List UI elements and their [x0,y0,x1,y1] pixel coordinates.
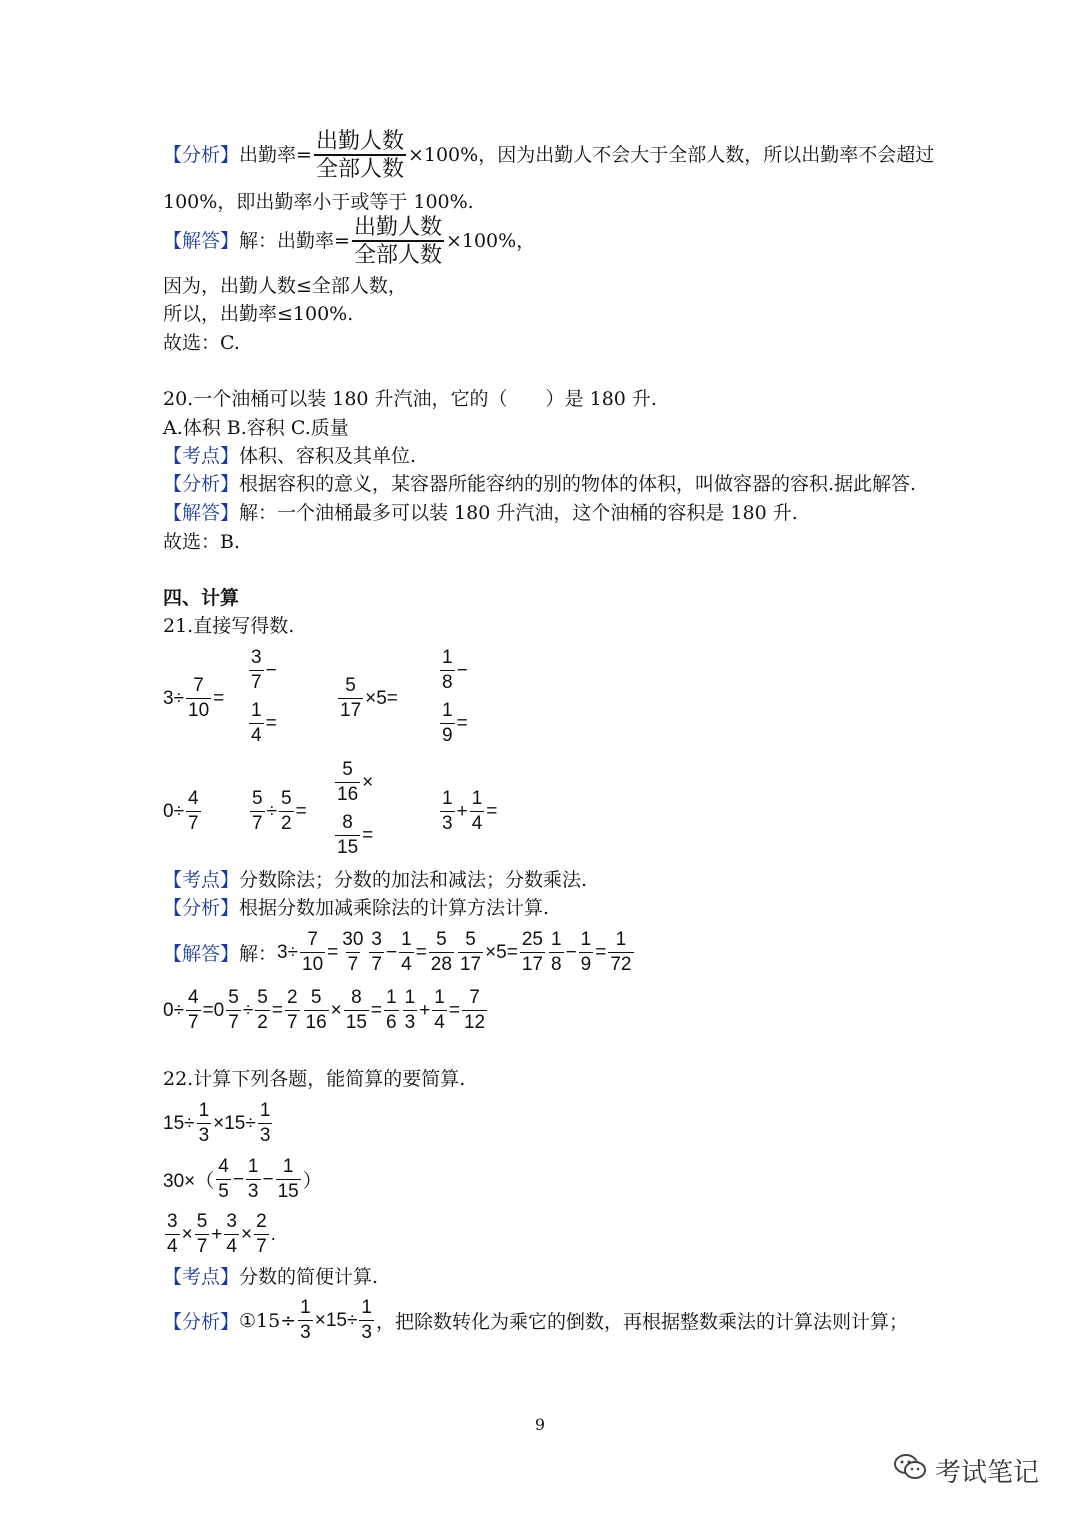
denominator: 4 [251,725,262,746]
denominator: 10 [188,700,210,721]
numerator: 1 [401,929,412,950]
denominator: 全部人数 [315,156,404,181]
jieda-line [163,501,798,525]
numerator: 1 [615,929,627,950]
operator: − [232,1168,244,1190]
numerator: 1 [471,788,483,809]
operator: − [456,659,468,681]
analysis-continuation: 100%，即出勤率小于或等于 100%. [163,191,474,213]
numerator: 5 [228,987,239,1008]
text: = [213,687,225,709]
denominator: 2 [281,813,292,834]
fraction [549,928,564,977]
denominator: 7 [196,1236,208,1257]
fenxi-line [163,1296,908,1345]
text: ×5= [485,941,518,963]
text: = [362,824,374,846]
denominator: 7 [256,1236,267,1257]
denominator: 3 [198,1125,210,1146]
expression-part [438,699,468,748]
fraction [226,986,241,1035]
expression-part [247,699,277,748]
numerator: 3 [226,1211,237,1232]
fraction [258,1099,273,1148]
fraction [384,986,399,1035]
numerator: 5 [257,987,268,1008]
denominator: 7 [251,672,262,693]
jieda-line-2 [163,986,489,1035]
operator: = [415,941,427,963]
operator: − [262,1168,274,1190]
denominator: 8 [442,672,453,693]
fraction [399,928,414,977]
text: 出勤率= [239,144,312,166]
numerator: 1 [386,987,397,1008]
numerator: 1 [282,1156,294,1177]
fenxi-line [163,896,549,920]
text: ×15÷ [213,1112,256,1134]
denominator: 3 [259,1125,271,1146]
operator: = [595,941,607,963]
denominator: 3 [404,1012,416,1033]
expression-8 [438,787,497,836]
text: = [456,712,468,734]
operator: = [327,941,339,963]
expression-4 [438,646,468,748]
kaodian-line [163,1265,378,1289]
q22-expression-1 [163,1099,274,1148]
fraction [403,986,418,1035]
denominator: 7 [188,1012,199,1033]
expression-1 [163,674,224,723]
fraction [255,986,270,1035]
question-20-stem: 20.一个油桶可以装 180 升汽油，它的（ ）是 180 升. [163,388,657,410]
text: 解：出勤率= [239,230,350,252]
text: 0÷ [163,999,184,1021]
numerator: 1 [247,1156,259,1177]
fraction [608,928,633,977]
denominator: 12 [463,1012,486,1033]
denominator: 4 [167,1236,178,1257]
operator: = [271,999,283,1021]
denominator: 15 [345,1012,367,1033]
numerator: 5 [281,788,292,809]
kaodian-tag: 【考点】 [163,869,240,891]
fraction [369,928,384,977]
fraction [440,646,455,695]
answer-line-2: 因为，出勤人数≤全部人数， [163,275,407,297]
expression-part [438,646,468,695]
operator: = [448,999,460,1021]
numerator: 1 [300,1297,311,1318]
numerator: 4 [188,788,199,809]
expression-3 [336,674,398,723]
denominator: 28 [430,954,452,975]
numerator: 3 [167,1211,178,1232]
numerator: 4 [188,987,199,1008]
text: 解： [239,943,278,965]
numerator: 2 [286,987,298,1008]
fenxi-line [163,472,916,496]
fenxi-tag: 【分析】 [163,1311,240,1333]
text: ×100%， [445,230,536,252]
numerator: 1 [251,700,262,721]
denominator: 7 [371,954,382,975]
numerator: 7 [307,929,318,950]
fraction [304,986,329,1035]
operator: = [370,999,383,1021]
fraction [249,699,264,748]
numerator: 2 [256,1211,267,1232]
text: 分数的简便计算. [239,1266,379,1288]
denominator: 2 [257,1012,268,1033]
text: 根据分数加减乘除法的计算方法计算. [239,897,550,919]
numerator: 5 [196,1211,208,1232]
denominator: 3 [247,1181,259,1202]
text: = [295,800,307,822]
numerator: 5 [465,929,476,950]
answer-choice: 故选：B. [163,531,241,553]
text: = [265,712,277,734]
denominator: 4 [471,813,483,834]
numerator: 4 [218,1156,229,1177]
question-21-stem: 21.直接写得数. [163,615,295,637]
numerator: 8 [351,987,362,1008]
text: ×100%，因为出勤人不会大于全部人数，所以出勤率不会超过 [407,144,935,166]
text: 15÷ [163,1112,195,1134]
text: ×15÷ [314,1309,358,1331]
fraction [276,1155,301,1204]
answer-line [163,214,535,268]
denominator: 17 [340,700,362,721]
numerator: 1 [404,987,416,1008]
text: 解：一个油桶最多可以装 180 升汽油，这个油桶的容积是 180 升. [239,502,798,524]
text: 根据容积的意义，某容器所能容纳的别的物体的体积，叫做容器的容积.据此解答. [239,473,917,495]
numerator: 1 [442,788,453,809]
text: ×5= [365,687,398,709]
question-20-options: A.体积 B.容积 C.质量 [163,417,349,439]
fraction [195,1210,210,1259]
text: = [486,800,498,822]
denominator: 4 [434,1012,445,1033]
fraction [224,1210,239,1259]
fraction [340,928,365,977]
operator: × [240,1223,253,1245]
fraction [470,787,485,836]
denominator: 16 [305,1012,327,1033]
fraction [458,928,483,977]
numerator: 1 [198,1100,210,1121]
fraction [197,1099,212,1148]
denominator: 5 [218,1181,229,1202]
denominator: 7 [252,813,263,834]
denominator: 4 [401,954,412,975]
answer-line-3: 所以，出勤率≤100%. [163,303,354,325]
numerator: 5 [342,759,353,780]
numerator: 1 [442,647,453,668]
denominator: 17 [459,954,482,975]
denominator: 3 [300,1322,311,1343]
fraction [165,1210,180,1259]
fraction [314,128,406,182]
operator: − [565,941,577,963]
expression-part [333,811,373,860]
denominator: 10 [302,954,324,975]
section-heading: 四、计算 [163,587,240,609]
denominator: 7 [188,813,199,834]
fraction [300,928,325,977]
expression-part [333,758,373,807]
jieda-tag: 【解答】 [163,943,240,965]
expression-5 [163,787,203,836]
numerator: 1 [259,1100,271,1121]
text: 体积、容积及其单位. [239,445,417,467]
denominator: 7 [286,1012,298,1033]
q22-expression-2 [163,1155,322,1204]
text: 30×（ [163,1171,215,1192]
fraction [440,699,455,748]
operator: − [265,659,277,681]
fraction [250,787,265,836]
text: 3÷ [163,687,184,709]
denominator: 72 [610,954,632,975]
fraction [462,986,487,1035]
kaodian-line [163,868,587,892]
numerator: 8 [342,812,353,833]
denominator: 4 [226,1236,237,1257]
wechat-icon [893,1453,927,1488]
numerator: 5 [345,675,356,696]
numerator: 5 [252,788,263,809]
fraction [359,1296,374,1345]
fraction [335,811,360,860]
watermark-text: 考试笔记 [935,1458,1040,1488]
operator: × [362,771,374,793]
fraction [344,986,369,1035]
text: 分数除法；分数的加法和减法；分数乘法. [239,869,588,891]
watermark [893,1452,1039,1489]
denominator: 全部人数 [353,242,442,267]
denominator: 7 [228,1012,239,1033]
numerator: 7 [193,675,204,696]
fraction [186,787,201,836]
expression-2 [247,646,277,748]
kaodian-tag: 【考点】 [163,1266,240,1288]
denominator: 9 [580,954,592,975]
numerator: 1 [550,929,562,950]
text: ，把除数转化为乘它的倒数，再根据整数乘法的计算法则计算； [375,1311,908,1333]
numerator: 5 [310,987,322,1008]
kaodian-line [163,444,416,468]
answer-tag: 【解答】 [163,230,240,252]
denominator: 3 [442,813,453,834]
page-number: 9 [534,1415,546,1434]
fenxi-tag: 【分析】 [163,473,240,495]
q22-expression-3 [163,1210,276,1259]
denominator: 3 [361,1322,372,1343]
fraction [249,646,264,695]
numerator: 1 [442,700,453,721]
analysis-tag: 【分析】 [163,144,240,166]
operator: ÷ [242,999,254,1021]
fenxi-tag: 【分析】 [163,897,240,919]
fraction [440,787,455,836]
denominator: 15 [337,837,359,858]
text: 0÷ [163,800,184,822]
fraction [429,928,454,977]
operator: − [386,941,398,963]
denominator: 8 [550,954,562,975]
expression-6 [248,787,307,836]
expression-part [247,646,277,695]
denominator: 15 [277,1181,299,1202]
jieda-tag: 【解答】 [163,502,240,524]
jieda-line [163,928,636,977]
denominator: 6 [386,1012,397,1033]
numerator: 1 [361,1297,372,1318]
numerator: 出勤人数 [353,214,442,239]
fraction [579,928,594,977]
fraction [285,986,300,1035]
denominator: 16 [337,784,359,805]
text: 3÷ [277,941,299,963]
text: . [270,1223,276,1245]
numerator: 5 [436,929,447,950]
numerator: 3 [371,929,382,950]
fraction [335,758,360,807]
fraction [254,1210,269,1259]
operator: × [330,999,342,1021]
operator: × [181,1223,193,1245]
numerator: 3 [251,647,262,668]
numerator: 1 [434,987,445,1008]
analysis-line [163,128,934,182]
fraction [216,1155,231,1204]
fraction [298,1296,313,1345]
question-22-stem: 22.计算下列各题，能简算的要简算. [163,1068,466,1090]
denominator: 7 [347,954,359,975]
numerator: 30 [342,929,364,950]
fraction [246,1155,261,1204]
fraction [520,928,545,977]
numerator: 25 [521,929,543,950]
answer-choice: 故选：C. [163,332,240,354]
fraction [352,214,444,268]
text: =0 [202,999,225,1021]
text: ） [302,1171,322,1192]
operator: + [456,800,468,822]
kaodian-tag: 【考点】 [163,445,240,467]
numerator: 1 [580,929,592,950]
fraction [338,674,363,723]
denominator: 9 [442,725,453,746]
numerator: 7 [469,987,480,1008]
fraction [279,787,294,836]
denominator: 17 [521,954,543,975]
fraction [432,986,447,1035]
operator: + [419,999,431,1021]
operator: ÷ [266,800,278,822]
fraction [186,674,211,723]
text: ①15÷ [239,1309,297,1332]
numerator: 出勤人数 [315,128,404,153]
expression-7 [333,758,373,860]
operator: + [211,1223,223,1245]
fraction [186,986,201,1035]
